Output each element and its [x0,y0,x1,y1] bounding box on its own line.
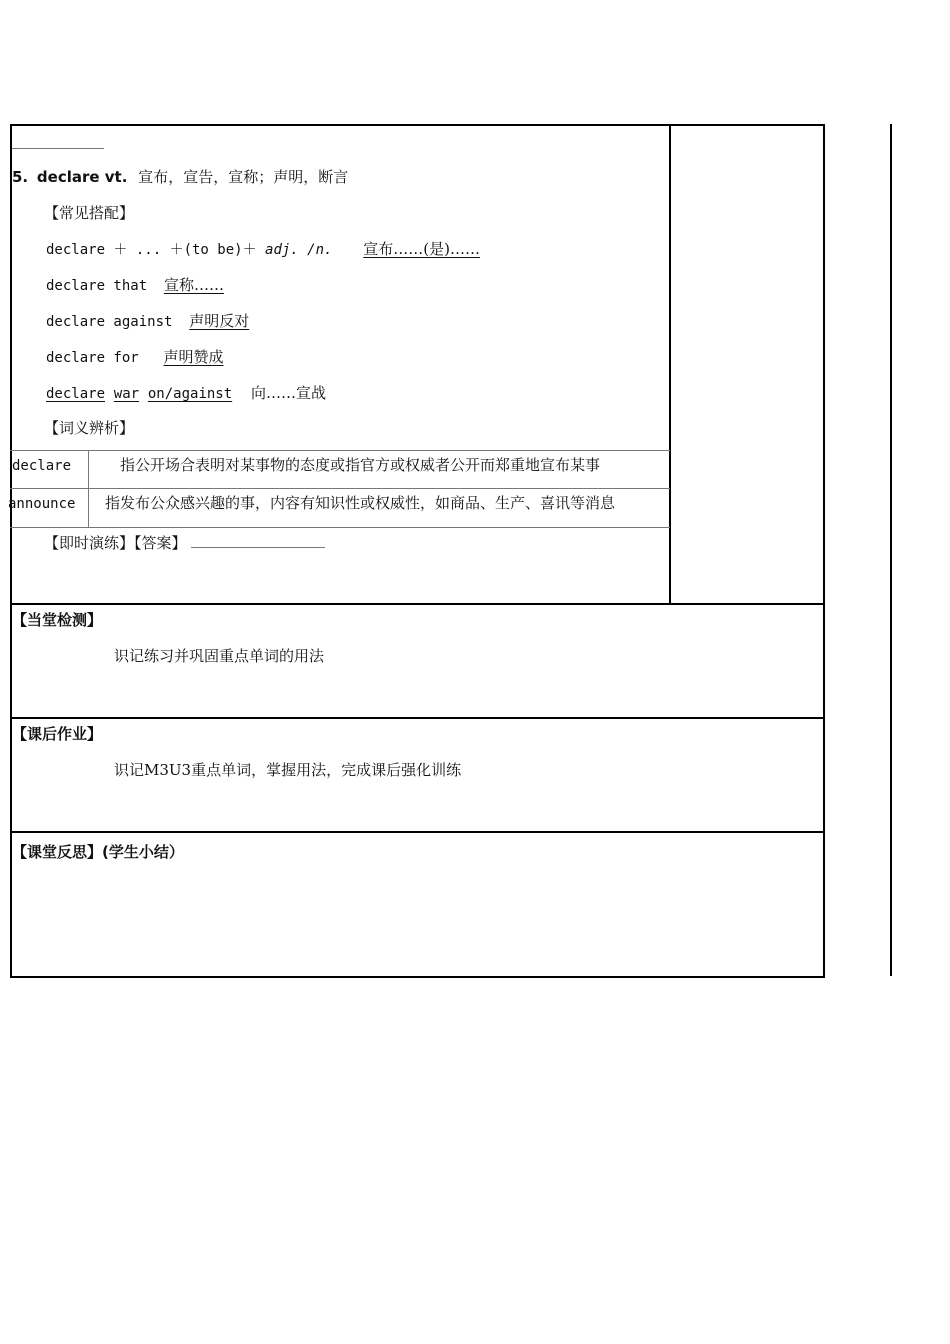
homework-text: 识记M3U3重点单词，掌握用法，完成课后强化训练 [114,761,462,779]
collocation-meaning: 宣布……(是)…… [363,240,480,258]
collocation-meaning: 声明赞成 [163,348,224,366]
check-heading: 【当堂检测】 [12,611,103,629]
row-divider-check [10,603,825,605]
blank-line [12,148,104,149]
row-divider-reflection [10,831,825,833]
collocation-row [46,384,326,403]
collocation-meaning: 宣称…… [163,276,224,294]
practice-label: 【即时演练】 [44,534,135,552]
collocation-row [46,348,224,367]
collocation-word: war [113,386,140,402]
page-margin-line [890,124,892,976]
check-text: 识记练习并巩固重点单词的用法 [114,647,325,665]
column-divider [669,124,671,604]
reflection-heading: 【课堂反思】(学生小结） [12,843,184,861]
row-divider-homework [10,717,825,719]
inner-table-middle [10,488,670,489]
table-right-border [823,124,825,978]
collocation-pattern: declare ＋ ... ＋(to be)＋ [46,242,266,258]
collocation-pattern: declare for [46,350,139,366]
collocation-pos: adj. /n. [265,242,333,258]
answer-label: 【答案】 [134,534,187,552]
item-number: 5. [12,168,29,186]
practice-row [44,533,325,552]
distinction-desc: 指公开场合表明对某事物的态度或指官方或权威者公开而郑重地宣布某事 [120,456,601,474]
item-meaning: 宣布，宣告，宣称；声明，断言 [138,168,349,186]
collocation-row [46,240,480,259]
homework-heading: 【课后作业】 [12,725,103,743]
item-heading [12,168,348,186]
inner-table-top [10,450,670,451]
collocation-meaning: 声明反对 [189,312,250,330]
collocation-row [46,312,249,331]
collocations-heading: 【常见搭配】 [44,204,135,222]
table-top-border [10,124,825,126]
collocation-meaning: 向……宣战 [250,384,326,402]
distinction-desc: 指发布公众感兴趣的事，内容有知识性或权威性，如商品、生产、喜讯等消息 [105,494,616,512]
distinction-word: declare [12,458,72,474]
collocation-word: on/against [147,386,233,402]
distinction-heading: 【词义辨析】 [44,419,135,437]
collocation-row [46,276,224,295]
collocation-pattern: declare that [46,278,148,294]
inner-table-bottom [10,527,670,528]
table-bottom-border [10,976,825,978]
answer-blank[interactable] [191,533,325,548]
collocation-word: declare [46,386,106,402]
distinction-word: announce [8,496,76,512]
inner-table-column [88,450,89,528]
item-word: declare vt. [36,168,128,186]
collocation-pattern: declare against [46,314,173,330]
